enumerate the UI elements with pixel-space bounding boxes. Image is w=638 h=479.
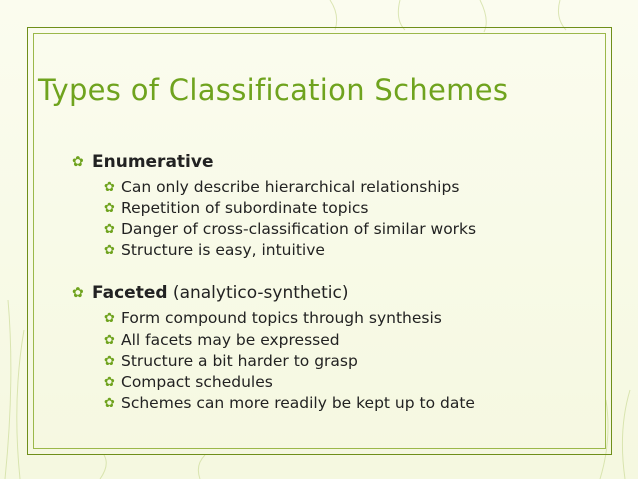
quatrefoil-bullet-icon: ✿ bbox=[104, 333, 115, 348]
quatrefoil-bullet-icon: ✿ bbox=[104, 180, 115, 195]
list-item bbox=[104, 331, 340, 349]
list-item bbox=[104, 178, 459, 196]
bullet-faceted bbox=[72, 283, 349, 303]
list-item-text: Compact schedules bbox=[121, 373, 273, 391]
list-item-text: Repetition of subordinate topics bbox=[121, 199, 369, 217]
quatrefoil-bullet-icon: ✿ bbox=[104, 375, 115, 390]
list-item-text: Form compound topics through synthesis bbox=[121, 309, 442, 327]
quatrefoil-bullet-icon: ✿ bbox=[104, 354, 115, 369]
quatrefoil-bullet-icon: ✿ bbox=[72, 285, 84, 301]
section-heading-suffix: (analytico-synthetic) bbox=[167, 283, 349, 303]
bullet-enumerative bbox=[72, 152, 213, 172]
quatrefoil-bullet-icon: ✿ bbox=[104, 311, 115, 326]
list-item-text: Structure a bit harder to grasp bbox=[121, 352, 358, 370]
list-item-text: Can only describe hierarchical relationships bbox=[121, 178, 460, 196]
list-item-text: Danger of cross-classification of similar works bbox=[121, 220, 477, 238]
quatrefoil-bullet-icon: ✿ bbox=[104, 222, 115, 237]
section-heading: Faceted bbox=[92, 283, 168, 303]
slide-title: Types of Classification Schemes bbox=[38, 73, 509, 107]
list-item bbox=[104, 199, 369, 217]
list-item bbox=[104, 220, 476, 238]
quatrefoil-bullet-icon: ✿ bbox=[104, 396, 115, 411]
list-item bbox=[104, 241, 325, 259]
list-item-text: All facets may be expressed bbox=[121, 331, 340, 349]
quatrefoil-bullet-icon: ✿ bbox=[104, 201, 115, 216]
quatrefoil-bullet-icon: ✿ bbox=[72, 154, 84, 170]
list-item bbox=[104, 394, 475, 412]
list-item-text: Schemes can more readily be kept up to date bbox=[121, 394, 475, 412]
list-item bbox=[104, 352, 358, 370]
list-item bbox=[104, 373, 273, 391]
section-heading: Enumerative bbox=[92, 152, 214, 172]
quatrefoil-bullet-icon: ✿ bbox=[104, 243, 115, 258]
list-item bbox=[104, 309, 442, 327]
list-item-text: Structure is easy, intuitive bbox=[121, 241, 325, 259]
